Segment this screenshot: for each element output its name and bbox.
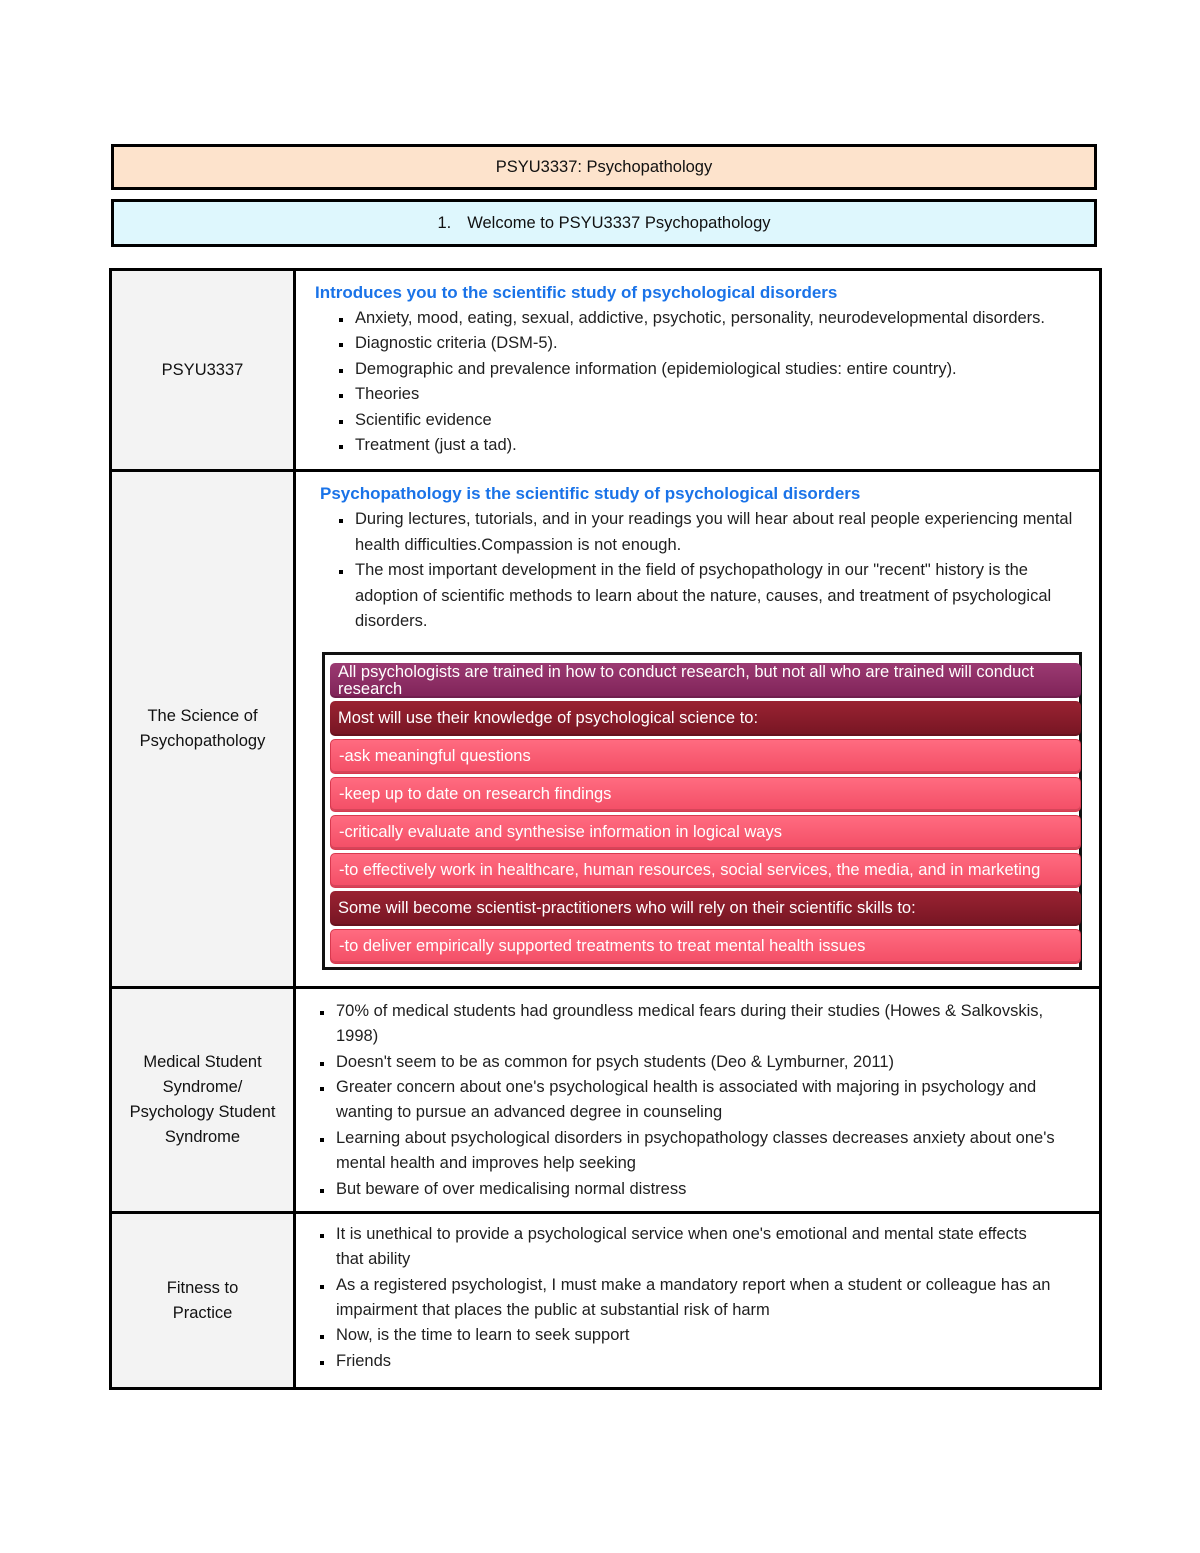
row-label-cell xyxy=(111,270,295,471)
bullet-icon xyxy=(339,519,343,523)
table-row xyxy=(111,471,1101,988)
list-item: But beware of over medicalising normal distress xyxy=(296,1177,1056,1202)
list-item: It is unethical to provide a psychological service when one's emotional and mental state effects that ability xyxy=(296,1222,1056,1273)
list-item: As a registered psychologist, I must make a mandatory report when a student or colleague has an impairment that places the public at substantial risk of harm xyxy=(296,1273,1056,1324)
diagram-box: All psychologists are trained in how to conduct research, but not all who are trained will conduct research xyxy=(330,663,1081,698)
bullet-icon xyxy=(320,1335,324,1339)
row-content-cell xyxy=(295,1213,1101,1389)
section-number: 1. xyxy=(437,214,452,232)
row-content-cell xyxy=(295,988,1101,1213)
bullet-list xyxy=(296,999,1056,1202)
row-label: Medical Student Syndrome/ Psychology Student Syndrome xyxy=(129,1053,276,1147)
section-heading: Introduces you to the scientific study of psychological disorders xyxy=(315,283,838,302)
bullet-icon xyxy=(320,1189,324,1193)
notes-table xyxy=(109,268,1102,1390)
list-item: 70% of medical students had groundless medical fears during their studies (Howes & Salkovskis, 1998) xyxy=(296,999,1056,1050)
list-item: Friends xyxy=(296,1349,1056,1374)
diagram-box: -critically evaluate and synthesise information in logical ways xyxy=(330,815,1081,850)
bullet-icon xyxy=(339,318,343,322)
row-label: PSYU3337 xyxy=(161,360,244,379)
list-item: Diagnostic criteria (DSM-5). xyxy=(315,331,1099,356)
bullet-icon xyxy=(320,1087,324,1091)
list-item: Greater concern about one's psychological health is associated with majoring in psychology and wanting to pursue an advanced degree in counseling xyxy=(296,1075,1056,1126)
list-item: During lectures, tutorials, and in your readings you will hear about real people experiencing mental health difficulties.Compassion is not enough. xyxy=(315,507,1085,558)
row-label-cell xyxy=(111,471,295,988)
research-diagram xyxy=(322,652,1082,970)
course-banner xyxy=(111,144,1097,190)
diagram-box: Some will become scientist-practitioners who will rely on their scientific skills to: xyxy=(330,891,1081,926)
course-title: PSYU3337: Psychopathology xyxy=(495,158,713,176)
row-label: Fitness to Practice xyxy=(166,1278,239,1322)
bullet-icon xyxy=(339,369,343,373)
diagram-box: -ask meaningful questions xyxy=(330,739,1081,774)
list-item: The most important development in the field of psychopathology in our "recent" history is the adoption of scientific methods to learn about the nature, causes, and treatment of psychological disorders. xyxy=(315,558,1085,634)
table-row xyxy=(111,1213,1101,1389)
diagram-box: -to effectively work in healthcare, human resources, social services, the media, and in marketing xyxy=(330,853,1081,888)
list-item: Learning about psychological disorders in psychopathology classes decreases anxiety about one's mental health and improves help seeking xyxy=(296,1126,1056,1177)
row-content-cell xyxy=(295,471,1101,988)
bullet-icon xyxy=(320,1138,324,1142)
bullet-icon xyxy=(339,445,343,449)
row-content-cell xyxy=(295,270,1101,471)
list-item: Anxiety, mood, eating, sexual, addictive, psychotic, personality, neurodevelopmental disorders. xyxy=(315,306,1099,331)
row-label-cell xyxy=(111,988,295,1213)
bullet-icon xyxy=(320,1234,324,1238)
diagram-box: Most will use their knowledge of psychological science to: xyxy=(330,701,1081,736)
bullet-list xyxy=(315,507,1085,634)
diagram-box: -keep up to date on research findings xyxy=(330,777,1081,812)
list-item: Scientific evidence xyxy=(315,408,1099,433)
row-label: The Science of Psychopathology xyxy=(139,707,266,751)
list-item: Treatment (just a tad). xyxy=(315,433,1099,458)
bullet-list xyxy=(296,1222,1056,1374)
bullet-icon xyxy=(339,420,343,424)
bullet-icon xyxy=(320,1062,324,1066)
list-item: Demographic and prevalence information (epidemiological studies: entire country). xyxy=(315,357,1099,382)
table-row xyxy=(111,988,1101,1213)
bullet-icon xyxy=(339,343,343,347)
bullet-icon xyxy=(339,570,343,574)
diagram-box: -to deliver empirically supported treatments to treat mental health issues xyxy=(330,929,1081,964)
bullet-icon xyxy=(320,1361,324,1365)
bullet-icon xyxy=(339,394,343,398)
section-heading: Psychopathology is the scientific study of psychological disorders xyxy=(320,484,861,504)
bullet-icon xyxy=(320,1285,324,1289)
list-item: Doesn't seem to be as common for psych students (Deo & Lymburner, 2011) xyxy=(296,1050,1056,1075)
table-row xyxy=(111,270,1101,471)
bullet-icon xyxy=(320,1011,324,1015)
list-item: Theories xyxy=(315,382,1099,407)
row-label-cell xyxy=(111,1213,295,1389)
bullet-list xyxy=(315,306,1099,458)
list-item: Now, is the time to learn to seek support xyxy=(296,1323,1056,1348)
section-title: Welcome to PSYU3337 Psychopathology xyxy=(467,214,771,232)
welcome-banner xyxy=(111,199,1097,247)
